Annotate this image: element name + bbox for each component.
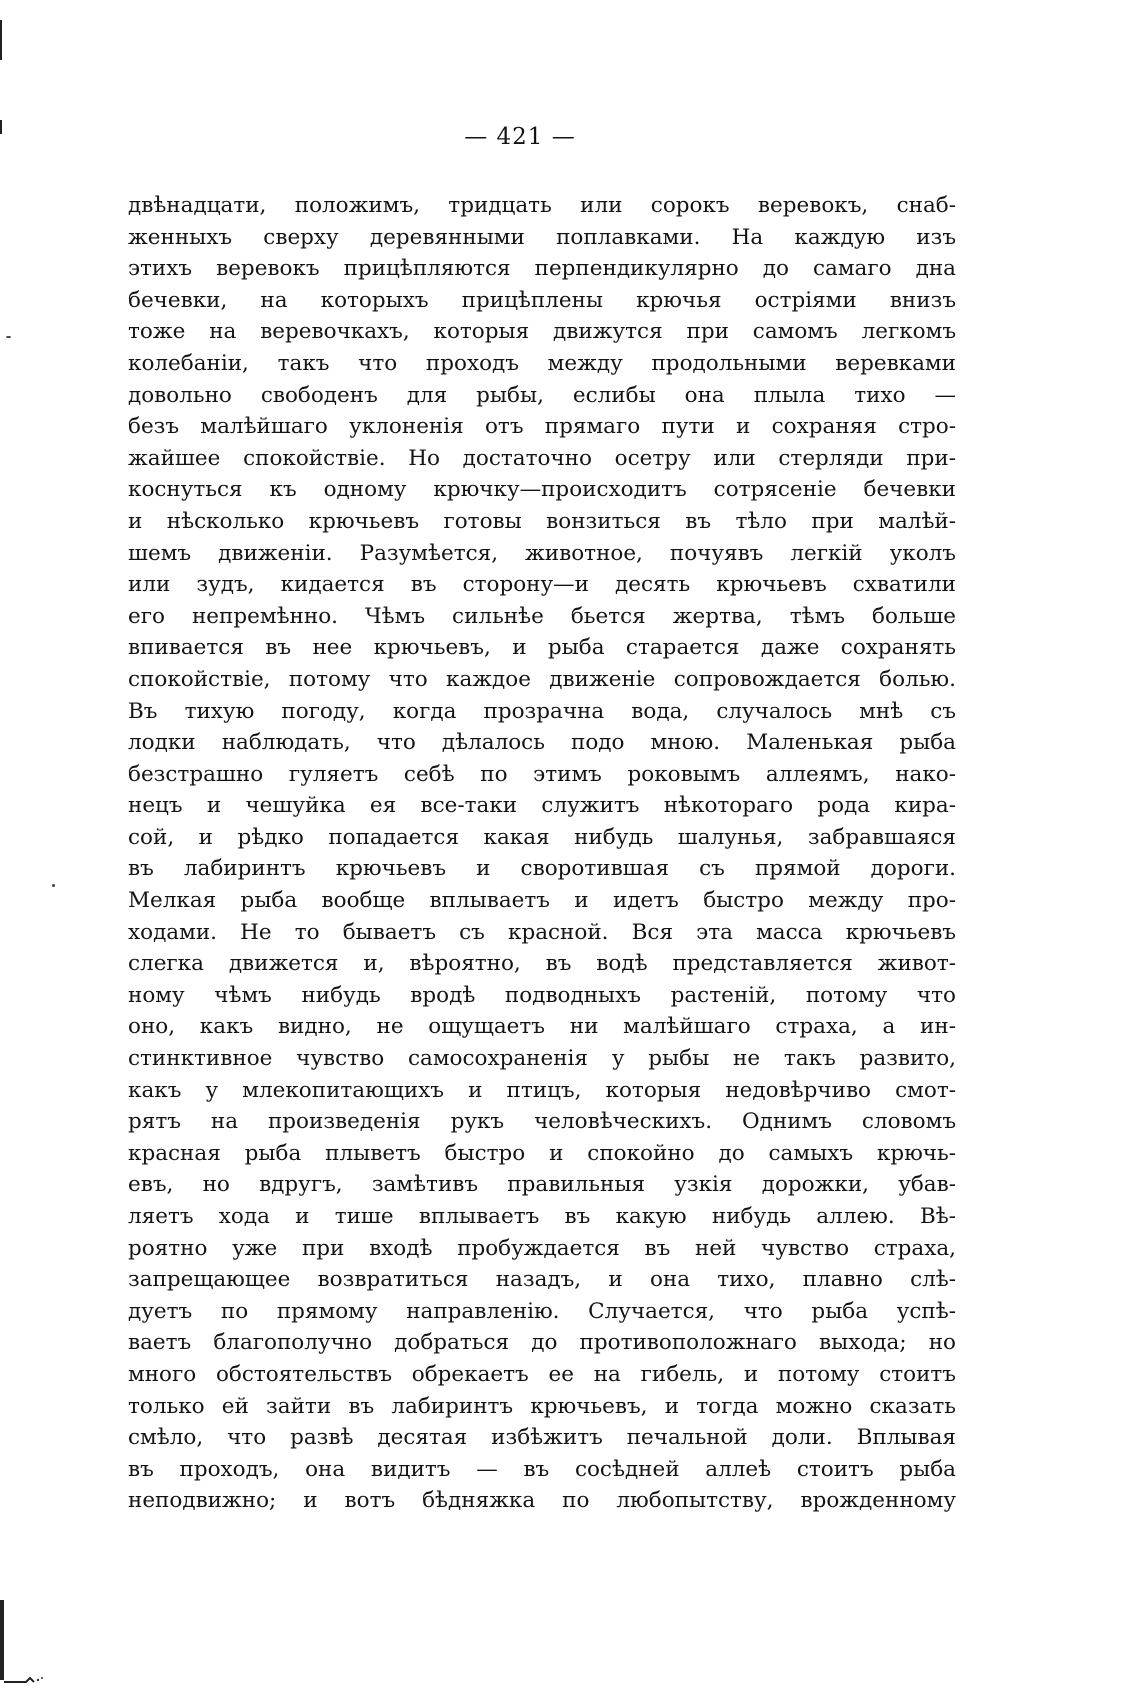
- page-number: — 421 —: [464, 124, 576, 150]
- text-line: только ей зайти въ лабиринтъ крючьевъ, и тогда можно сказать: [128, 1393, 956, 1419]
- text-line: коснуться къ одному крючку—происходитъ сотрясеніе бечевки: [128, 477, 956, 503]
- text-line: жайшее спокойствіе. Но достаточно осетру или стерляди при-: [128, 445, 956, 471]
- text-line: красная рыба плыветъ быстро и спокойно до самыхъ крючь-: [128, 1140, 956, 1166]
- text-line: шемъ движеніи. Разумѣется, животное, почуявъ легкій уколъ: [128, 540, 956, 566]
- scan-speck: [52, 884, 55, 887]
- text-line: Мелкая рыба вообще вплываетъ и идетъ быстро между про-: [128, 888, 956, 914]
- text-line: роятно уже при входѣ пробуждается въ ней чувство страха,: [128, 1235, 956, 1261]
- text-line: смѣло, что развѣ десятая избѣжитъ печальной доли. Вплывая: [128, 1425, 956, 1451]
- text-line: неподвижно; и вотъ бѣдняжка по любопытству, врожденному: [128, 1488, 956, 1514]
- text-line: сой, и рѣдко попадается какая нибудь шалунья, забравшаяся: [128, 824, 956, 850]
- scan-corner-mark: [4, 1668, 44, 1684]
- text-line: или зудъ, кидается въ сторону—и десять крючьевъ схватили: [128, 572, 956, 598]
- text-line: довольно свободенъ для рыбы, еслибы она плыла тихо —: [128, 382, 956, 408]
- text-line: двѣнадцати, положимъ, тридцать или сорокъ веревокъ, снаб-: [128, 193, 956, 218]
- text-line: впивается въ нее крючьевъ, и рыба старается даже сохранять: [128, 635, 956, 661]
- text-line: запрещающее возвратиться назадъ, и она тихо, плавно слѣ-: [128, 1267, 956, 1293]
- text-line: и нѣсколько крючьевъ готовы вонзиться въ тѣло при малѣй-: [128, 508, 956, 534]
- text-line: ному чѣмъ нибудь вродѣ подводныхъ растеній, потому что: [128, 982, 956, 1008]
- text-line: лодки наблюдать, что дѣлалось подо мною. Маленькая рыба: [128, 730, 956, 756]
- text-line: нецъ и чешуйка ея все-таки служитъ нѣкотораго рода кира-: [128, 793, 956, 819]
- text-line: ваетъ благополучно добраться до противоположнаго выхода; но: [128, 1330, 956, 1356]
- text-line: въ лабиринтъ крючьевъ и своротившая съ прямой дороги.: [128, 856, 956, 882]
- scan-edge-mark: [0, 20, 2, 60]
- text-line: колебаніи, такъ что проходъ между продольными веревками: [128, 350, 956, 376]
- body-text: [128, 190, 956, 1517]
- text-line: его непремѣнно. Чѣмъ сильнѣе бьется жертва, тѣмъ больше: [128, 603, 956, 629]
- text-line: слегка движется и, вѣроятно, въ водѣ представляется живот-: [128, 951, 956, 977]
- text-line: тоже на веревочкахъ, которыя движутся при самомъ легкомъ: [128, 319, 956, 345]
- text-line: безстрашно гуляетъ себѣ по этимъ роковымъ аллеямъ, нако-: [128, 761, 956, 787]
- text-line: ляетъ хода и тише вплываетъ въ какую нибудь аллею. Вѣ-: [128, 1204, 956, 1229]
- text-line: въ проходъ, она видитъ — въ сосѣдней аллеѣ стоитъ рыба: [128, 1456, 956, 1482]
- text-line: оно, какъ видно, не ощущаетъ ни малѣйшаго страха, а ин-: [128, 1014, 956, 1040]
- text-line: ходами. Не то бываетъ съ красной. Вся эта масса крючьевъ: [128, 919, 956, 945]
- text-line: этихъ веревокъ прицѣпляются перпендикулярно до самаго дна: [128, 256, 956, 282]
- text-line: рятъ на произведенія рукъ человѣческихъ. Однимъ словомъ: [128, 1109, 956, 1135]
- text-line: спокойствіе, потому что каждое движеніе сопровождается болью.: [128, 666, 956, 692]
- text-line: дуетъ по прямому направленію. Случается, что рыба успѣ-: [128, 1298, 956, 1324]
- text-line: евъ, но вдругъ, замѣтивъ правильныя узкія дорожки, убав-: [128, 1172, 956, 1198]
- scan-speck: [6, 336, 11, 338]
- text-line: Въ тихую погоду, когда прозрачна вода, случалось мнѣ съ: [128, 698, 956, 724]
- text-line: женныхъ сверху деревянными поплавками. На каждую изъ: [128, 224, 956, 250]
- text-line: бечевки, на которыхъ прицѣплены крючья остріями внизъ: [128, 287, 956, 313]
- text-line: какъ у млекопитающихъ и птицъ, которыя недовѣрчиво смот-: [128, 1077, 956, 1103]
- text-line: много обстоятельствъ обрекаетъ ее на гибель, и потому стоитъ: [128, 1361, 956, 1387]
- text-line: безъ малѣйшаго уклоненія отъ прямаго пути и сохраняя стро-: [128, 414, 956, 440]
- text-line: стинктивное чувство самосохраненія у рыбы не такъ развито,: [128, 1046, 956, 1072]
